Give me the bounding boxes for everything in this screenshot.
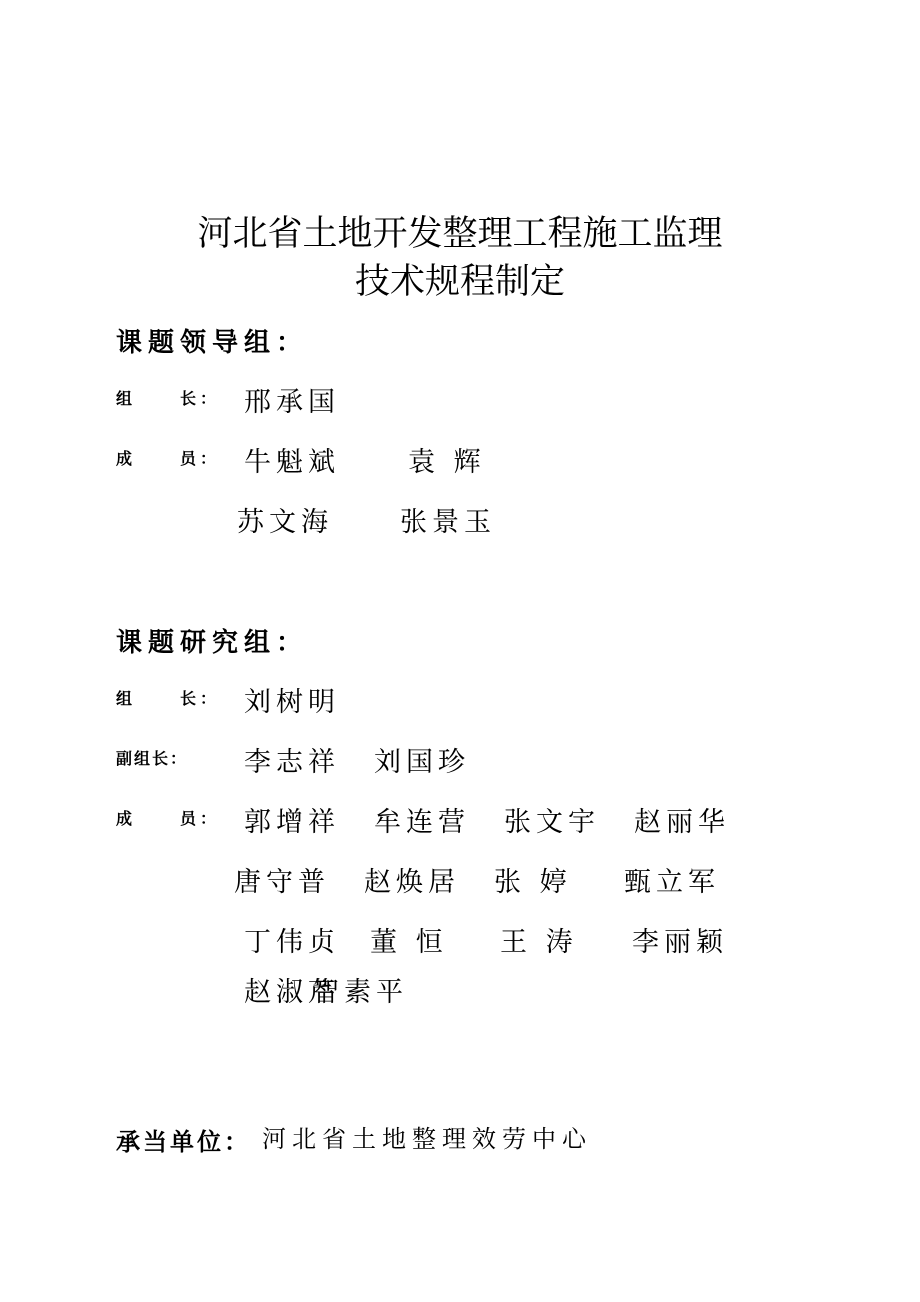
research-member: 董 恒 xyxy=(370,927,448,958)
document-title-line-2: 技术规程制定 xyxy=(354,262,565,302)
research-leader-name: 刘树明 xyxy=(244,687,340,718)
research-deputy-row xyxy=(116,746,816,780)
research-deputy-label: 副组长： xyxy=(116,749,189,768)
research-member: 张文宇 xyxy=(504,807,600,838)
leadership-leader-row xyxy=(116,386,816,420)
research-leader-label: 组 xyxy=(116,689,137,708)
research-deputy: 李志祥 xyxy=(244,747,340,778)
leadership-member: 张景玉 xyxy=(400,507,496,538)
research-leader-label-2: 长： xyxy=(180,689,221,708)
research-members-row-3 xyxy=(116,926,816,960)
undertaking-unit-row xyxy=(116,1122,816,1156)
research-member: 甄立军 xyxy=(624,867,720,898)
research-member: 唐守普 xyxy=(234,867,330,898)
research-member: 智素平 xyxy=(312,977,408,1008)
leadership-leader-name: 邢承国 xyxy=(244,387,340,418)
research-members-row-2 xyxy=(116,866,816,900)
research-member: 王 涛 xyxy=(500,927,578,958)
research-members-row-4 xyxy=(116,976,816,1010)
research-member: 赵淑芹 xyxy=(244,977,340,1008)
undertaking-unit-label: 承当单位： xyxy=(116,1128,251,1156)
research-member: 李丽颖 xyxy=(632,927,728,958)
leadership-members-label: 成 xyxy=(116,449,137,468)
leadership-member: 袁 辉 xyxy=(408,447,486,478)
research-member: 赵焕居 xyxy=(364,867,460,898)
research-member: 郭增祥 xyxy=(244,807,340,838)
leadership-member: 苏文海 xyxy=(237,507,333,538)
document-title-line-1: 河北省土地开发整理工程施工监理 xyxy=(197,214,723,254)
research-member: 张 婷 xyxy=(494,867,572,898)
leadership-leader-label-2: 长： xyxy=(180,389,221,408)
research-members-label-2: 员： xyxy=(180,809,221,828)
research-member: 丁伟贞 xyxy=(244,927,340,958)
leadership-members-label-2: 员： xyxy=(180,449,221,468)
leadership-leader-label: 组 xyxy=(116,389,137,408)
research-member: 牟连营 xyxy=(374,807,470,838)
research-deputy: 刘国珍 xyxy=(374,747,470,778)
leadership-members-row-2 xyxy=(116,506,816,540)
leadership-member: 牛魁斌 xyxy=(244,447,340,478)
research-member: 赵丽华 xyxy=(634,807,730,838)
undertaking-unit-value: 河北省土地整理效劳中心 xyxy=(262,1125,592,1153)
research-group-heading: 课题研究组： xyxy=(116,628,309,658)
leadership-group-heading: 课题领导组： xyxy=(116,328,309,358)
research-members-label: 成 xyxy=(116,809,137,828)
research-leader-row xyxy=(116,686,816,720)
leadership-members-row-1 xyxy=(116,446,816,480)
research-members-row-1 xyxy=(116,806,816,840)
